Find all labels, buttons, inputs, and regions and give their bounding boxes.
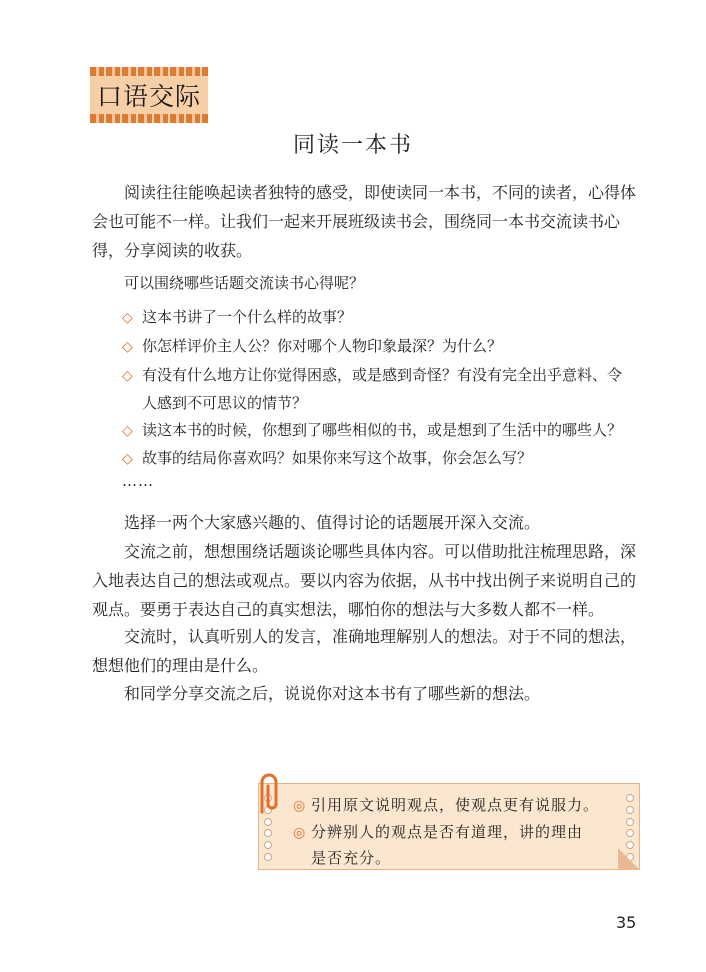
- body-paragraph: 和同学分享交流之后，说说你对这本书有了哪些新的想法。: [124, 684, 541, 703]
- question-item: ◇ 这本书讲了一个什么样的故事？: [122, 303, 642, 333]
- section-badge-label: 口语交际: [96, 82, 201, 111]
- double-ring-bullet-icon: ◎: [293, 825, 307, 841]
- double-ring-bullet-icon: ◎: [293, 798, 307, 814]
- paperclip-icon: [252, 772, 288, 814]
- section-badge: [90, 67, 208, 123]
- question-item-continued: 人感到不可思议的情节？: [142, 394, 308, 412]
- page-fold-corner: [618, 848, 640, 870]
- tip-item: ◎ 引用原文说明观点，使观点更有说服力。: [293, 796, 600, 814]
- question-item: ◇ 有没有什么地方让你觉得困惑，或是感到奇怪？有没有完全出乎意料、令: [122, 361, 642, 391]
- question-item: ◇ 读这本书的时候，你想到了哪些相似的书，或是想到了生活中的哪些人？: [122, 416, 642, 446]
- diamond-bullet-icon: ◇: [122, 310, 133, 326]
- question-prompt: 可以围绕哪些话题交流读书心得呢？: [124, 274, 365, 292]
- diamond-bullet-icon: ◇: [122, 451, 133, 467]
- body-paragraph: 选择一两个大家感兴趣的、值得讨论的话题展开深入交流。: [124, 513, 541, 532]
- tip-card: [258, 783, 640, 870]
- badge-pattern-bottom: [90, 114, 208, 123]
- diamond-bullet-icon: ◇: [122, 423, 133, 439]
- tip-item-continued: 是否充分。: [311, 849, 392, 867]
- question-item: ◇ 故事的结局你喜欢吗？如果你来写这个故事，你会怎么写？: [122, 444, 642, 474]
- intro-paragraph: 阅读往往能唤起读者独特的感受，即使读同一本书，不同的读者，心得体会也可能不一样。让我们一起来开展班级读书会，围绕同一本书交流读书心得，分享阅读的收获。: [92, 183, 637, 260]
- ellipsis: ……: [122, 472, 154, 490]
- diamond-bullet-icon: ◇: [122, 368, 133, 384]
- diamond-bullet-icon: ◇: [122, 339, 133, 355]
- page-title: 同读一本书: [292, 133, 413, 158]
- badge-pattern-top: [90, 67, 208, 76]
- page-number: 35: [616, 913, 637, 932]
- body-paragraph: 交流之前，想想围绕话题谈论哪些具体内容。可以借助批注梳理思路，深入地表达自己的想法或观点。要以内容为依据，从书中找出例子来说明自己的观点。要勇于表达自己的真实想法，哪怕你的想法与大多数人都不一样。: [92, 542, 637, 619]
- question-item: ◇ 你怎样评价主人公？你对哪个人物印象最深？为什么？: [122, 332, 642, 362]
- tip-item: ◎ 分辨别人的观点是否有道理，讲的理由: [293, 823, 584, 841]
- body-paragraph: 交流时，认真听别人的发言，准确地理解别人的想法。对于不同的想法，想想他们的理由是什么。: [92, 627, 637, 675]
